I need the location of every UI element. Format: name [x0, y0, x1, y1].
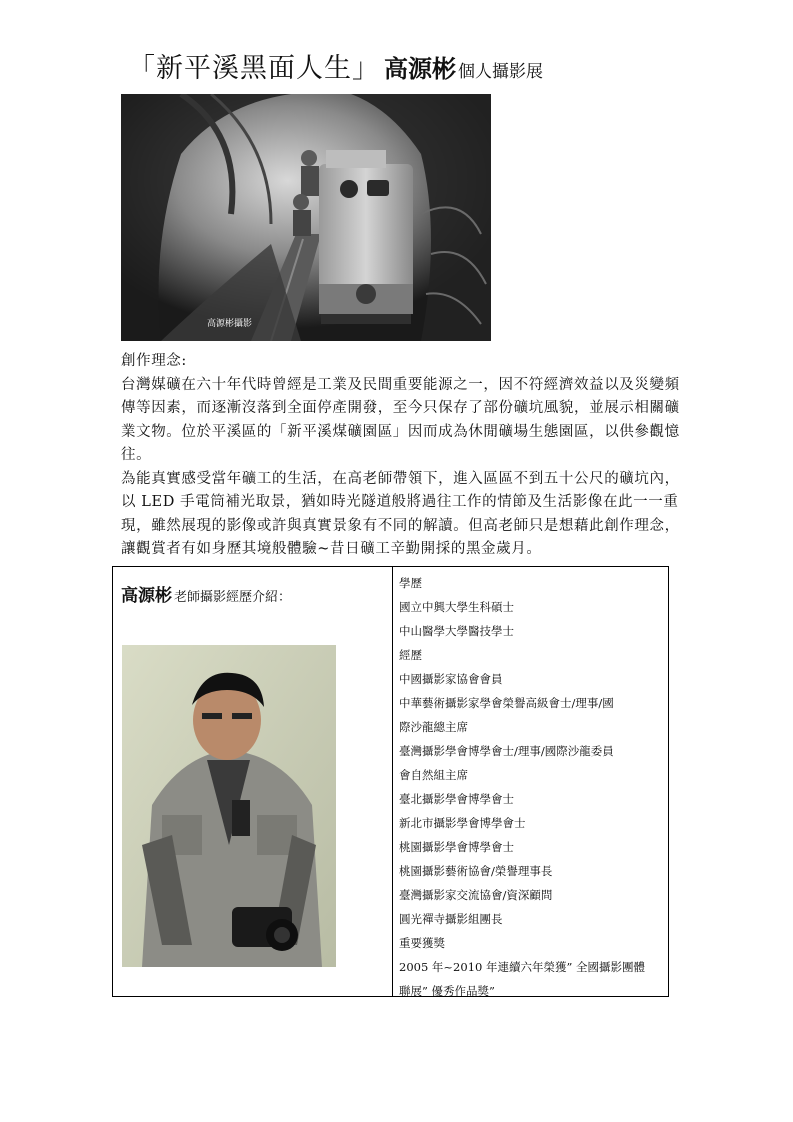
- credential-line: 中國攝影家協會會員: [399, 672, 503, 686]
- credential-line: 臺灣攝影學會博學會士/理事/國際沙龍委員: [399, 744, 614, 758]
- photo-caption: 高源彬攝影: [207, 319, 253, 329]
- credential-line: 重要獲獎: [399, 936, 445, 950]
- exhibition-subtitle: 個人攝影展: [458, 62, 543, 82]
- credential-line: 桃園攝影學會博學會士: [399, 840, 514, 854]
- credential-line: 新北市攝影學會博學會士: [399, 816, 526, 830]
- credential-line: 學歷: [399, 576, 422, 590]
- table-divider: [392, 567, 393, 996]
- bio-credentials: [399, 571, 665, 1003]
- credential-line: 臺灣攝影家交流協會/資深顧問: [399, 888, 553, 902]
- photographer-portrait: [122, 645, 336, 967]
- bio-name: 高源彬: [121, 586, 172, 606]
- credential-line: 桃園攝影藝術協會/榮譽理事長: [399, 864, 553, 878]
- credential-line: 際沙龍總主席: [399, 720, 468, 734]
- mine-train-photo: [121, 94, 491, 341]
- credential-line: 圓光禪寺攝影組團長: [399, 912, 503, 926]
- credential-line: 會自然組主席: [399, 768, 468, 782]
- concept-paragraph-1: 台灣媒礦在六十年代時曾經是工業及民間重要能源之一，因不符經濟效益以及災變頻傳等因素，而逐漸沒落到全面停產開發，至今只保存了部份礦坑風貌，並展示相關礦業文物。位於平溪區的「新平溪煤礦園區」因而成為休閒礦場生態園區，以供參觀憶往。: [121, 376, 680, 463]
- credential-line: 2005 年~2010 年連續六年榮獲” 全國攝影團體: [399, 960, 646, 974]
- bio-intro: 老師攝影經歷介紹：: [174, 590, 292, 605]
- bio-header: [121, 581, 291, 606]
- creation-concept: [121, 350, 681, 562]
- concept-heading: 創作理念:: [121, 353, 187, 369]
- exhibition-title: 「新平溪黑面人生」: [128, 53, 380, 84]
- credential-line: 經歷: [399, 648, 422, 662]
- photographer-name: 高源彬: [384, 55, 456, 83]
- concept-paragraph-2: 為能真實感受當年礦工的生活，在高老師帶領下，進入區區不到五十公尺的礦坑內，以 LED 手電筒補光取景，猶如時光隧道般將過往工作的情節及生活影像在此一一重現，雖然展現的影像或許與真實景象有不同的解讀。但高老師只是想藉此創作理念，讓觀賞者有如身歷其境般體驗~昔日礦工辛勤開採的黑金歲月。: [121, 470, 680, 557]
- bio-table: [112, 566, 669, 997]
- credential-line: 中華藝術攝影家學會榮譽高級會士/理事/國: [399, 696, 614, 710]
- credential-line: 中山醫學大學醫技學士: [399, 624, 514, 638]
- credential-line: 聯展” 優秀作品獎”: [399, 984, 495, 998]
- page-title: [128, 46, 543, 85]
- credential-line: 國立中興大學生科碩士: [399, 600, 514, 614]
- credential-line: 臺北攝影學會博學會士: [399, 792, 514, 806]
